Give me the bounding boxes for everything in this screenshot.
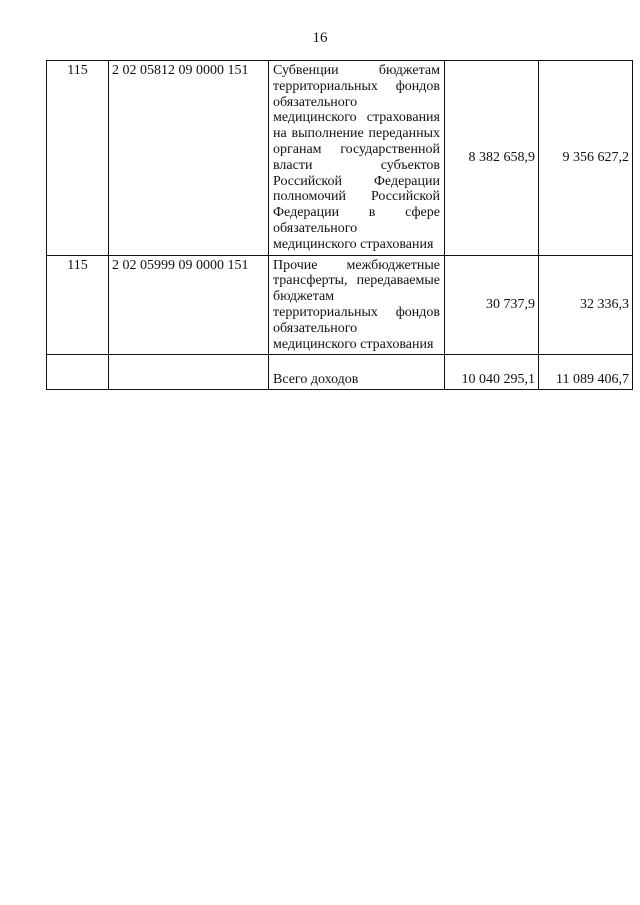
total-sum-year2-cell: 11 089 406,7: [539, 355, 633, 390]
table-row: [47, 61, 633, 256]
table-row: [47, 255, 633, 355]
budget-class-code-cell: 2 02 05999 09 0000 151: [109, 255, 269, 355]
total-sum-year1-cell: 10 040 295,1: [445, 355, 539, 390]
empty-cell: [47, 355, 109, 390]
admin-code-cell: 115: [47, 61, 109, 256]
sum-year1-cell: 30 737,9: [445, 255, 539, 355]
revenue-name-cell: Прочие межбюджетные трансферты, передаваемые бюджетам территориальных фондов обязательного медицинского страхования: [269, 255, 445, 355]
sum-year2-cell: 32 336,3: [539, 255, 633, 355]
total-label-cell: Всего доходов: [269, 355, 445, 390]
empty-cell: [109, 355, 269, 390]
admin-code-cell: 115: [47, 255, 109, 355]
budget-class-code-cell: 2 02 05812 09 0000 151: [109, 61, 269, 256]
total-row: [47, 355, 633, 390]
sum-year2-cell: 9 356 627,2: [539, 61, 633, 256]
revenue-table: [46, 60, 633, 390]
page-number: 16: [312, 30, 328, 46]
revenue-name-cell: Субвенции бюджетам территориальных фондов обязательного медицинского страхования на выполнение переданных органам государственной власти субъектов Российской Федерации полномочий Российской Федерации в сфере обязательного медицинского страхования: [269, 61, 445, 256]
sum-year1-cell: 8 382 658,9: [445, 61, 539, 256]
